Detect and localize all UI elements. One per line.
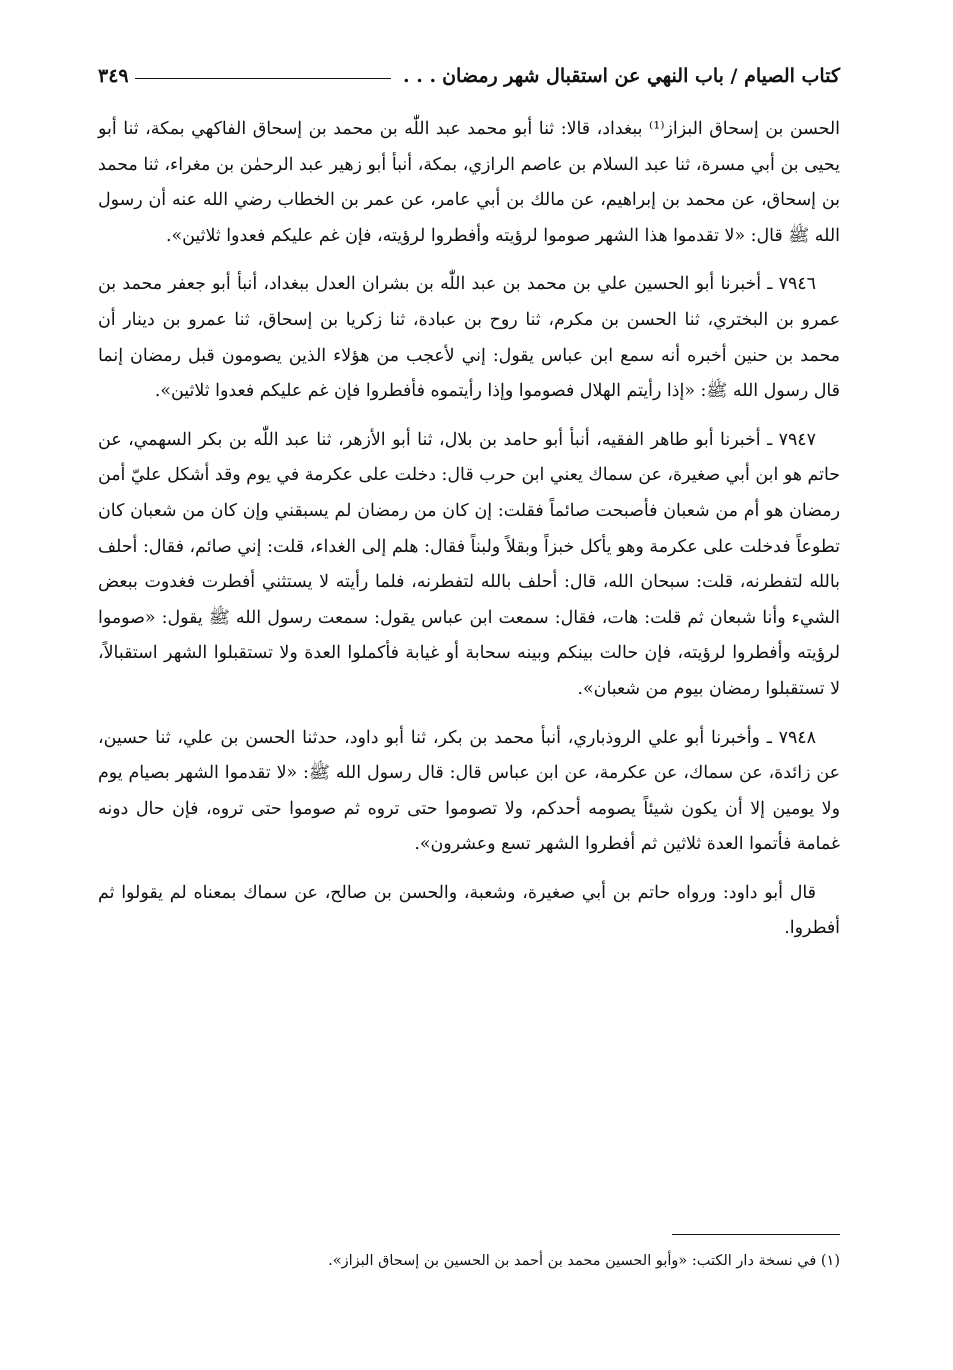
paragraph-continuation: الحسن بن إسحاق البزاز⁽¹⁾ ببغداد، قالا: ثنا أبو محمد عبد اللّٰه بن محمد بن إسحاق الفاكهي بمكة، ثنا أبو يحيى بن أبي مسرة، ثنا عبد السلام بن عاصم الرازي، بمكة، أنبأ أبو زهير عبد الرحمٰن بن مغراء، ثنا محمد بن إسحاق، عن محمد بن إبراهيم، عن مالك بن أبي عامر، عن عمر بن الخطاب رضي الله عنه أن رسول الله ﷺ قال: «لا تقدموا هذا الشهر صوموا لرؤيته وأفطروا لرؤيته، فإن غم عليكم فعدوا ثلاثين».	[98, 119, 840, 246]
body-text	[98, 112, 840, 960]
running-header	[98, 58, 840, 94]
page-number: ٣٤٩	[98, 65, 129, 87]
header-rule	[135, 78, 391, 79]
footnote: (١) في نسخة دار الكتب: «وأبو الحسين محمد بن أحمد بن الحسين بن إسحاق البزاز».	[328, 1253, 840, 1269]
hadith-7948: ٧٩٤٨ ـ وأخبرنا أبو علي الروذباري، أنبأ محمد بن بكر، ثنا أبو داود، حدثنا الحسن بن علي، ثنا حسين، عن زائدة، عن سماك، عن عكرمة، عن ابن عباس قال: قال رسول الله ﷺ: «لا تقدموا الشهر بصيام يوم ولا يومين إلا أن يكون شيئاً يصومه أحدكم، ولا تصوموا حتى تروه ثم صوموا حتى تروه، فإن حال دونه غمامة فأتموا العدة ثلاثين ثم أفطروا الشهر تسع وعشرون».	[98, 727, 840, 855]
footnote-divider	[672, 1234, 840, 1235]
abu-dawud-note: قال أبو داود: ورواه حاتم بن أبي صغيرة، وشعبة، والحسن بن صالح، عن سماك بمعناه لم يقولوا ثم أفطروا.	[98, 882, 840, 939]
hadith-7947: ٧٩٤٧ ـ أخبرنا أبو طاهر الفقيه، أنبأ أبو حامد بن بلال، ثنا أبو الأزهر، ثنا عبد اللّٰه بن بكر السهمي، عن حاتم هو ابن أبي صغيرة، عن سماك يعني ابن حرب قال: دخلت على عكرمة في يوم وقد أشكل عليّ أمن رمضان هو أم من شعبان فأصبحت صائماً فقلت: إن كان من رمضان لم يسبقني وإن كان من شعبان كان تطوعاً فدخلت على عكرمة وهو يأكل خبزاً وبقلاً ولبناً فقال: هلم إلى الغداء، قلت: إني صائم، فقال: أحلف بالله لتفطرنه، قلت: سبحان الله، قال: أحلف بالله لتفطرنه، فلما رأيته لا يستثني أفطرت فغدوت ببعض الشيء وأنا شبعان ثم قلت: هات، فقال: سمعت ابن عباس يقول: سمعت رسول الله ﷺ يقول: «صوموا لرؤيته وأفطروا لرؤيته، فإن حالت بينكم وبينه سحابة أو غيابة فأكملوا العدة ولا تستقبلوا الشهر استقبالاً، لا تستقبلوا رمضان بيوم من شعبان».	[98, 429, 840, 699]
header-ellipsis: . . .	[403, 65, 437, 87]
header-title: كتاب الصيام / باب النهي عن استقبال شهر رمضان	[442, 65, 840, 87]
hadith-7946: ٧٩٤٦ ـ أخبرنا أبو الحسين علي بن محمد بن عبد اللّٰه بن بشران العدل ببغداد، أنبأ أبو جعفر محمد بن عمرو بن البختري، ثنا الحسن بن مكرم، ثنا روح بن عبادة، ثنا زكريا بن إسحاق، ثنا عمرو بن دينار أن محمد بن حنين أخبره أنه سمع ابن عباس يقول: إني لأعجب من هؤلاء الذين يصومون قبل رمضان إنما قال رسول الله ﷺ: «إذا رأيتم الهلال فصوموا وإذا رأيتموه فأفطروا فإن غم عليكم فعدوا ثلاثين».	[98, 274, 840, 402]
